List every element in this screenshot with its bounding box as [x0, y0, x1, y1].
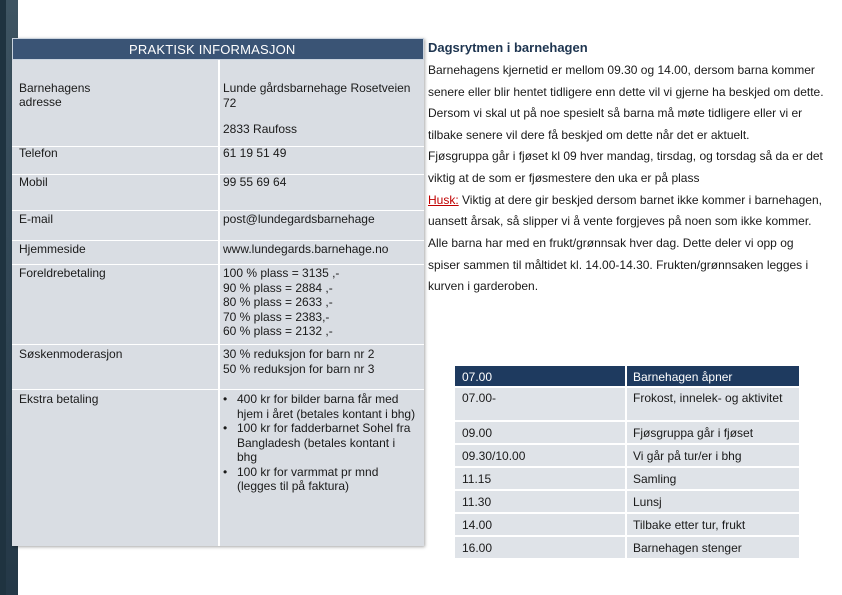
- ekstra-list: [223, 392, 417, 494]
- table-row: [455, 491, 799, 512]
- husk-line: [428, 193, 822, 207]
- price-line: 60 % plass = 2132 ,-: [223, 324, 333, 338]
- husk-label: Husk:: [428, 193, 459, 207]
- rhythm-line: viktig at de som er fjøsmestere den uka er på plass: [428, 171, 700, 185]
- hjemmeside-label: Hjemmeside: [19, 242, 86, 256]
- table-row: [455, 422, 799, 443]
- adresse-value: Lunde gårdsbarnehage Rosetveien 72: [223, 81, 411, 110]
- ekstra-label: Ekstra betaling: [19, 392, 99, 406]
- info-row-adresse: [12, 60, 424, 146]
- foreldrebetaling-label: Foreldrebetaling: [19, 266, 106, 280]
- schedule-time: 16.00: [462, 541, 493, 555]
- price-line: 100 % plass = 3135 ,-: [223, 266, 340, 280]
- foreldrebetaling-values: [223, 266, 339, 339]
- schedule-activity: Samling: [633, 472, 677, 486]
- schedule-time: 11.15: [462, 472, 492, 486]
- hjemmeside-value[interactable]: www.lundegards.barnehage.no: [223, 242, 389, 256]
- info-row-soskenmoderasjon: [12, 344, 424, 389]
- price-line: 90 % plass = 2884 ,-: [223, 280, 333, 295]
- mobil-value: 99 55 69 64: [223, 175, 287, 189]
- table-row: [455, 537, 799, 558]
- info-row-email: [12, 210, 424, 240]
- telefon-label: Telefon: [19, 146, 58, 160]
- telefon-value: 61 19 51 49: [223, 146, 287, 160]
- adresse-label: Barnehagens adresse: [19, 81, 91, 109]
- schedule-time: 11.30: [462, 495, 492, 509]
- info-row-mobil: [12, 174, 424, 210]
- info-panel: [12, 38, 424, 546]
- bullet-icon: •: [223, 392, 228, 406]
- bullet-icon: •: [223, 464, 228, 479]
- rhythm-line: Fjøsgruppa går i fjøset kl 09 hver mandag, tirsdag, og torsdag så da er det: [428, 149, 823, 163]
- email-label: E-mail: [19, 212, 54, 226]
- info-row-hjemmeside: [12, 240, 424, 264]
- discount-line: 50 % reduksjon for barn nr 3: [223, 361, 375, 376]
- table-row: [455, 468, 799, 489]
- table-row: [455, 514, 799, 535]
- bullet-icon: •: [223, 421, 228, 435]
- rhythm-line: Barnehagens kjernetid er mellom 09.30 og 14.00, dersom barna kommer: [428, 63, 815, 77]
- rhythm-title: Dagsrytmen i barnehagen: [428, 40, 588, 55]
- table-row: [455, 366, 799, 386]
- ekstra-item-text: 100 kr for fadderbarnet Sohel fra Bangladesh (betales kontant i bhg: [237, 421, 411, 464]
- discount-line: 30 % reduksjon for barn nr 2: [223, 347, 375, 361]
- ekstra-item-text: 400 kr for bilder barna får med hjem i året (betales kontant i bhg): [237, 392, 416, 421]
- rhythm-line: uansett årsak, så slipper vi å vente forgjeves på noen som ikke kommer.: [428, 214, 812, 228]
- ekstra-values: [223, 392, 417, 494]
- info-row-foreldrebetaling: [12, 264, 424, 344]
- rhythm-line: tilbake senere vil dere få beskjed om dette når det er aktuelt.: [428, 128, 750, 142]
- table-row: [455, 445, 799, 466]
- list-item: [223, 465, 417, 494]
- schedule-time: 14.00: [462, 518, 493, 532]
- info-row-ekstra: [12, 389, 424, 546]
- mobil-label: Mobil: [19, 175, 48, 189]
- schedule-activity: Barnehagen åpner: [633, 370, 733, 384]
- schedule-time: 07.00: [462, 370, 493, 384]
- price-line: 70 % plass = 2383,-: [223, 309, 330, 324]
- info-panel-title: PRAKTISK INFORMASJON: [129, 42, 296, 57]
- price-line: 80 % plass = 2633 ,-: [223, 295, 333, 309]
- schedule-time: 09.00: [462, 426, 493, 440]
- adresse-postal: 2833 Raufoss: [223, 122, 298, 136]
- schedule-activity: Frokost, innelek- og aktivitet: [633, 391, 783, 405]
- schedule-column-divider: [625, 366, 627, 558]
- schedule-activity: Fjøsgruppa går i fjøset: [633, 426, 754, 440]
- list-item: [223, 392, 417, 421]
- rhythm-line: kurven i garderoben.: [428, 279, 539, 293]
- schedule-time: 07.00-: [462, 391, 497, 405]
- list-item: [223, 421, 417, 465]
- rhythm-line: senere eller blir hentet tidligere enn dette vil vi gjerne ha beskjed om dette.: [428, 85, 824, 99]
- rhythm-line: spiser sammen til måltidet kl. 14.00-14.30. Frukten/grønnsaken legges i: [428, 258, 809, 272]
- side-bar-edge: [0, 0, 6, 595]
- rhythm-line: Alle barna har med en frukt/grønnsak hver dag. Dette deler vi opp og: [428, 236, 794, 250]
- ekstra-item-text: 100 kr for varmmat pr mnd (legges til på faktura): [237, 464, 379, 493]
- schedule-activity: Barnehagen stenger: [633, 541, 742, 555]
- husk-text: Viktig at dere gir beskjed dersom barnet ikke kommer i barnehagen,: [458, 193, 822, 207]
- schedule-activity: Lunsj: [633, 495, 662, 509]
- schedule-activity: Vi går på tur/er i bhg: [633, 449, 742, 463]
- schedule-time: 09.30/10.00: [462, 449, 526, 463]
- soskenmoderasjon-label: Søskenmoderasjon: [19, 347, 123, 361]
- info-panel-header: [12, 38, 424, 60]
- table-row: [455, 388, 799, 420]
- soskenmoderasjon-values: [223, 347, 374, 376]
- rhythm-line: Dersom vi skal ut på noe spesielt så barna må møte tidligere eller vi er: [428, 106, 803, 120]
- info-row-telefon: [12, 146, 424, 174]
- schedule-activity: Tilbake etter tur, frukt: [633, 518, 746, 532]
- email-value[interactable]: post@lundegardsbarnehage: [223, 212, 375, 226]
